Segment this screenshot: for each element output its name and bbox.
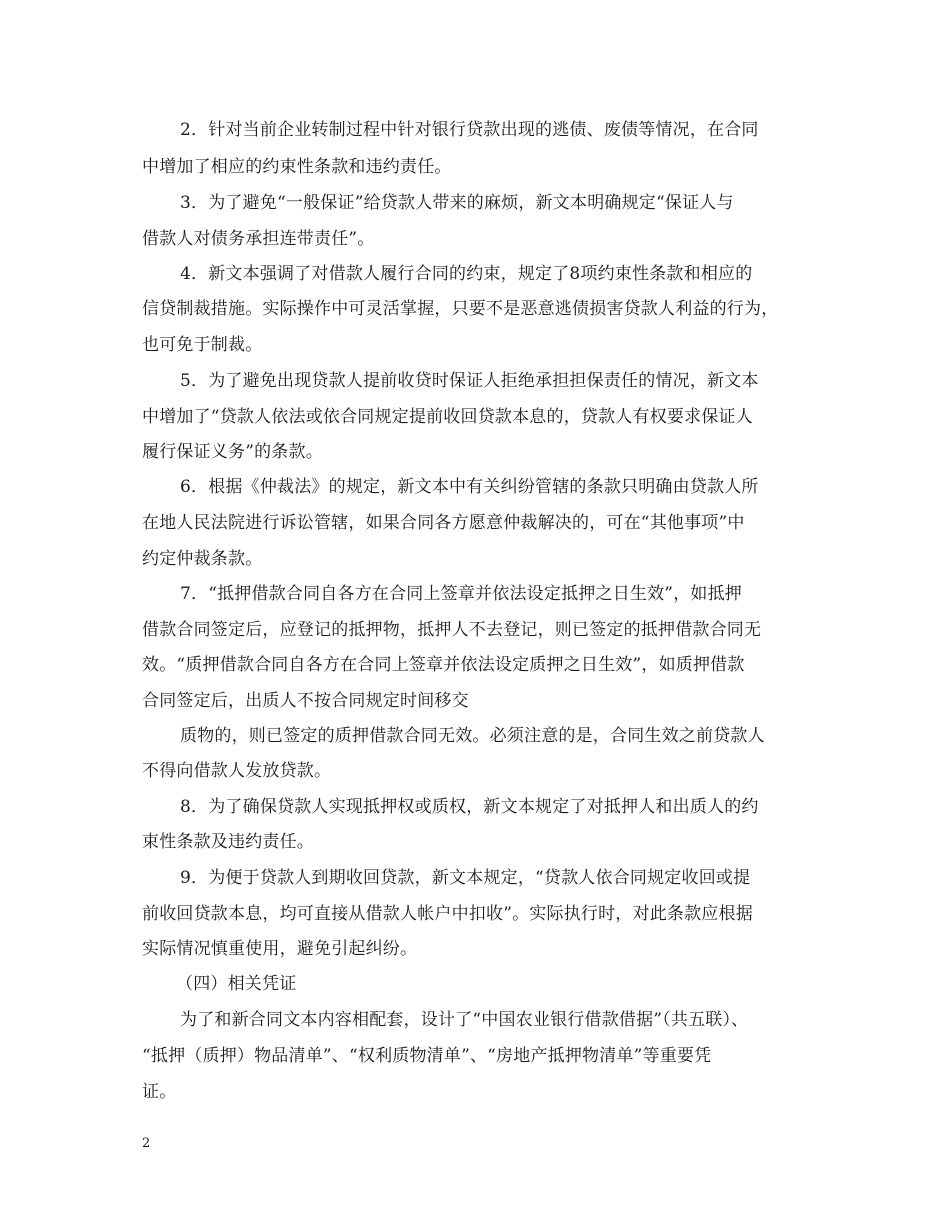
page-number: 2 [142,1136,151,1151]
paragraph-7-line-4: 合同签定后，出质人不按合同规定时间移交 [142,691,469,711]
paragraph-5-line-2: 中增加了“贷款人依法或依合同规定提前收回贷款本息的，贷款人有权要求保证人 [142,407,753,427]
paragraph-2-line-2: 中增加了相应的约束性条款和违约责任。 [142,157,452,177]
paragraph-4-line-3: 也可免于制裁。 [142,335,263,355]
paragraph-9-line-3: 实际情况慎重使用，避免引起纠纷。 [142,939,418,959]
paragraph-5-line-3: 履行保证义务”的条款。 [142,442,323,462]
paragraph-7-line-3: 效。“质押借款合同自各方在合同上签章并依法设定质押之日生效”，如质押借款 [142,655,745,675]
paragraph-4-line-1: 4．新文本强调了对借款人履行合同的约束，规定了8项约束性条款和相应的 [180,264,753,284]
paragraph-10-line-1: 为了和新合同文本内容相配套，设计了“中国农业银行借款借据”（共五联）、 [180,1010,749,1030]
paragraph-4-line-2: 信贷制裁措施。实际操作中可灵活掌握，只要不是恶意逃债损害贷款人利益的行为， [142,299,779,319]
paragraph-10-line-2: “抵押（质押）物品清单”、“权利质物清单”、“房地产抵押物清单”等重要凭 [142,1046,712,1066]
paragraph-2-line-1: 2．针对当前企业转制过程中针对银行贷款出现的逃债、废债等情况，在合同 [180,120,759,140]
paragraph-7b-line-1: 质物的，则已签定的质押借款合同无效。必须注意的是，合同生效之前贷款人 [180,726,765,746]
paragraph-7-line-2: 借款合同签定后，应登记的抵押物，抵押人不去登记，则已签定的抵押借款合同无 [142,620,762,640]
paragraph-5-line-1: 5．为了避免出现贷款人提前收贷时保证人拒绝承担担保责任的情况，新文本 [180,371,759,391]
paragraph-7b-line-2: 不得向借款人发放贷款。 [142,761,332,781]
paragraph-8-line-1: 8．为了确保贷款人实现抵押权或质权，新文本规定了对抵押人和出质人的约 [180,797,759,817]
paragraph-6-line-1: 6．根据《仲裁法》的规定，新文本中有关纠纷管辖的条款只明确由贷款人所 [180,477,759,497]
paragraph-9-line-1: 9．为便于贷款人到期收回贷款，新文本规定，“贷款人依合同规定收回或提 [180,868,751,888]
paragraph-8-line-2: 束性条款及违约责任。 [142,832,314,852]
section-heading: （四）相关凭证 [176,974,297,994]
paragraph-10-line-3: 证。 [142,1082,177,1102]
paragraph-6-line-2: 在地人民法院进行诉讼管辖，如果合同各方愿意仲裁解决的，可在“其他事项”中 [142,513,745,533]
paragraph-3-line-2: 借款人对债务承担连带责任”。 [142,229,375,249]
paragraph-6-line-3: 约定仲裁条款。 [142,549,263,569]
paragraph-7-line-1: 7．“抵押借款合同自各方在合同上签章并依法设定抵押之日生效”，如抵押 [180,584,742,604]
paragraph-3-line-1: 3．为了避免“一般保证”给贷款人带来的麻烦，新文本明确规定“保证人与 [180,193,734,213]
paragraph-9-line-2: 前收回贷款本息，均可直接从借款人帐户中扣收”。实际执行时，对此条款应根据 [142,904,753,924]
